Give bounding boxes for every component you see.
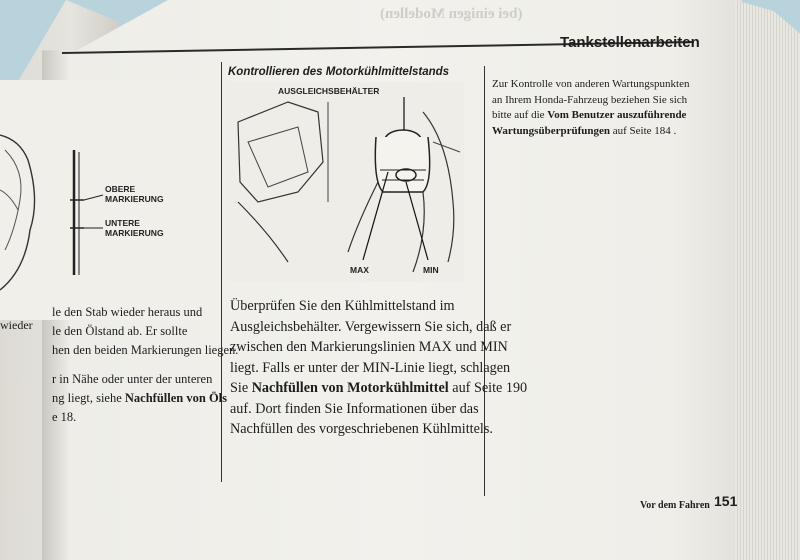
label-min: MIN	[423, 265, 439, 275]
coolant-reservoir-figure	[228, 82, 464, 282]
dipstick-figure	[0, 80, 205, 320]
label-reservoir: AUSGLEICHSBEHÄLTER	[278, 86, 380, 96]
coolant-instructions: Überprüfen Sie den Kühlmittelstand im Ausgleichsbehälter. Vergewissern Sie sich, daß er zwischen den Markierungslinien MAX und MIN liegt. Falls er unter der MIN-Linie liegt, schlagen Sie Nachfüllen von Motorkühlmittel auf Seite 190 auf. Dort finden Sie Informationen über das Nachfüllen des vorgeschriebenen Kühlmittels.	[230, 298, 528, 437]
page-header-title: Tankstellenarbeiten	[560, 34, 700, 51]
label-lower-mark: UNTERE MARKIERUNG	[105, 218, 164, 238]
maintenance-reference: Zur Kontrolle von anderen Wartungspunkten an Ihrem Honda-Fahrzeug beziehen Sie sich bitte auf die Vom Benutzer auszuführende Wartungsüberprüfungen auf Seite 184 .	[492, 78, 690, 137]
page-stack-edges	[735, 0, 800, 560]
page-number: 151	[714, 493, 738, 509]
footer-section: Vor dem Fahren	[640, 500, 710, 511]
bleed-through-text: (bei einigen Modellen)	[380, 6, 523, 22]
section-title: Kontrollieren des Motorkühlmittelstands	[228, 66, 450, 78]
label-upper-mark: OBERE MARKIERUNG	[105, 184, 164, 204]
left-page-fragment: wieder	[0, 318, 33, 332]
label-max: MAX	[350, 265, 369, 275]
left-column-text: le den Stab wieder heraus und le den Ölstand ab. Er sollte hen den beiden Markierungen liegen. r in Nähe oder unter der unteren ng liegt, siehe Nachfüllen von Öls e 18.	[52, 305, 239, 424]
